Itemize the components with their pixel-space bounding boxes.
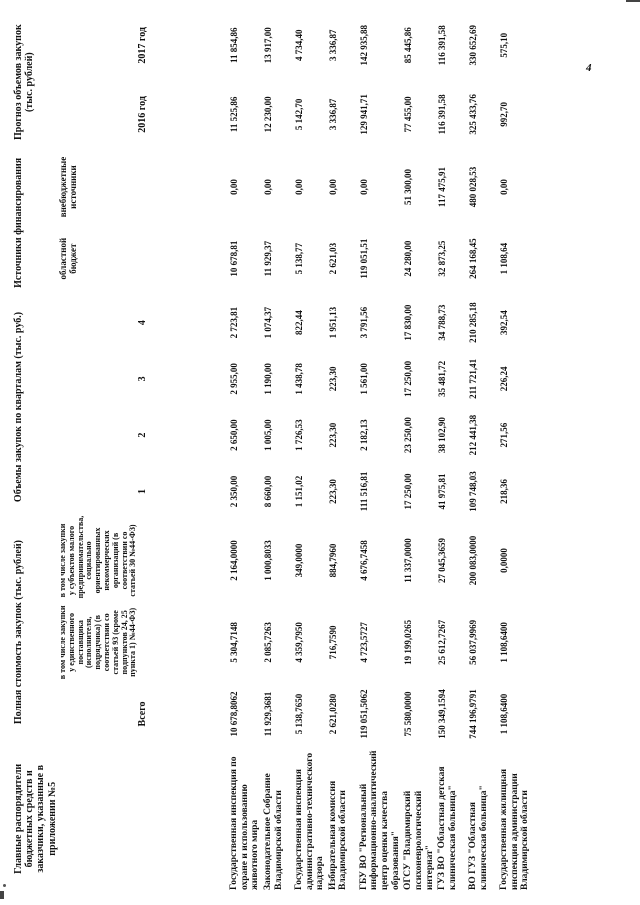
forecast-2017: 3 336,87 <box>327 29 338 62</box>
quarter-2: 2 650,00 <box>229 419 239 451</box>
quarter-2: 1 005,00 <box>262 419 273 451</box>
forecast-2016: 12 230,00 <box>262 96 273 133</box>
single-supplier-cost: 19 199,0265 <box>403 619 414 665</box>
small-business-cost: 27 045,3659 <box>437 537 448 583</box>
customer-name: Законодательное Собрание Владимирской области <box>262 773 284 890</box>
single-supplier-cost: 56 037,9969 <box>468 619 479 665</box>
forecast-2017: 13 917,00 <box>262 27 273 64</box>
total-cost: 5 138,7650 <box>293 693 304 735</box>
customer-name: ГУЗ ВО "Областная детская клиническая больница" <box>437 766 458 890</box>
quarter-4: 392,54 <box>499 310 510 335</box>
forecast-2016: 992,70 <box>499 102 510 127</box>
single-supplier-cost: 25 612,7267 <box>437 619 448 665</box>
regional-budget: 2 621,03 <box>327 242 338 275</box>
header-forecast: Прогноз объемов закупок (тыс. рублей) <box>13 24 36 140</box>
forecast-2017: 85 445,86 <box>403 27 414 64</box>
rotated-table-container <box>12 13 610 893</box>
table-row <box>262 13 293 893</box>
regional-budget: 32 873,25 <box>437 240 448 277</box>
extrabudgetary: 0,00 <box>327 179 338 195</box>
extrabudgetary: 51 300,00 <box>403 169 414 206</box>
table-row <box>293 13 327 893</box>
quarter-3: 2 955,00 <box>229 363 239 395</box>
regional-budget: 24 280,00 <box>403 240 414 277</box>
quarter-1: 41 975,81 <box>437 473 448 510</box>
forecast-2017: 4 734,40 <box>293 29 304 62</box>
quarter-3: 35 481,72 <box>437 360 448 397</box>
total-cost: 10 678,8062 <box>229 691 239 737</box>
quarter-2: 223,30 <box>327 422 338 448</box>
quarter-3: 1 561,00 <box>358 363 369 395</box>
header-full-cost: Полная стоимость закупок (тыс. рублей) <box>13 540 24 725</box>
quarter-1: 17 250,00 <box>403 473 414 510</box>
forecast-2017: 575,10 <box>499 32 510 58</box>
quarter-3: 211 721,41 <box>468 358 479 399</box>
small-business-cost: 0,0000 <box>499 548 510 573</box>
quarter-4: 1 074,37 <box>262 306 273 339</box>
forecast-2016: 3 336,87 <box>327 98 338 131</box>
quarter-4: 17 830,00 <box>403 304 414 341</box>
small-business-cost: 1 000,8033 <box>262 540 273 581</box>
header-extrabudgetary: внебюджетные источники <box>58 156 78 218</box>
scan-edge-mark <box>626 0 640 2</box>
quarter-1: 223,30 <box>327 479 338 504</box>
regional-budget: 11 929,37 <box>262 240 273 277</box>
total-cost: 11 929,3681 <box>262 691 273 737</box>
quarter-2: 271,56 <box>499 422 510 448</box>
forecast-2016: 11 525,86 <box>229 96 239 133</box>
table-row <box>436 13 467 893</box>
quarter-2: 212 441,38 <box>468 414 479 456</box>
table-row <box>467 13 498 893</box>
single-supplier-cost: 1 108,6400 <box>499 622 510 663</box>
header-quarter-2: 2 <box>137 432 149 438</box>
header-funding-sources: Источники финансирования <box>13 157 24 288</box>
header-small-business: в том числе закупки у субъектов малого предпринимательства, социально ориентированных некоммерческих организаций (в соответствии со статьей 30 №44-ФЗ) <box>58 515 138 599</box>
scan-speck <box>3 884 6 887</box>
total-cost: 1 108,6400 <box>499 693 510 735</box>
single-supplier-cost: 2 085,7263 <box>262 622 273 663</box>
total-cost: 744 196,9791 <box>468 689 479 739</box>
forecast-2016: 116 391,58 <box>437 94 448 135</box>
forecast-2017: 330 652,69 <box>468 25 479 66</box>
total-cost: 119 051,5062 <box>358 689 369 739</box>
total-cost: 75 580,0000 <box>403 691 414 737</box>
extrabudgetary: 0,00 <box>358 179 369 195</box>
forecast-2017: 116 391,58 <box>437 25 448 66</box>
forecast-2017: 142 935,88 <box>358 25 369 66</box>
page-number: 4 <box>586 62 592 74</box>
table-row <box>402 13 436 893</box>
customer-name: Государственная инспекция административно-технического надзора <box>293 752 326 890</box>
quarter-3: 226,24 <box>499 366 510 392</box>
quarter-1: 109 748,03 <box>468 471 479 512</box>
quarter-3: 1 438,78 <box>293 363 304 395</box>
customer-name: ГБУ ВО "Региональный информационно-аналитический центр оценки качества образования" <box>358 750 401 890</box>
table-body <box>228 13 532 893</box>
extrabudgetary: 0,00 <box>499 179 510 195</box>
header-quarter-1: 1 <box>137 488 149 494</box>
customer-name: ВО ГУЗ "Областная клиническая больница" <box>468 785 489 890</box>
single-supplier-cost: 5 304,7148 <box>229 622 239 663</box>
extrabudgetary: 480 028,53 <box>468 166 479 208</box>
table-row <box>327 13 358 893</box>
quarter-4: 1 951,13 <box>327 306 338 339</box>
quarter-3: 17 250,00 <box>403 360 414 397</box>
regional-budget: 264 168,45 <box>468 238 479 279</box>
table-row <box>498 13 532 893</box>
header-year-2016: 2016 год <box>137 96 149 133</box>
header-single-supplier: в том числе закупки у единственного поставщика (исполнителя, подрядчика) (в соответствии со статьей 93 (кроме подпунктов 24, 25 пункта 1) №44-ФЗ) <box>58 605 138 680</box>
quarter-2: 38 102,90 <box>437 417 448 454</box>
quarter-2: 2 182,13 <box>358 419 369 451</box>
quarter-1: 8 660,00 <box>262 475 273 508</box>
quarter-4: 210 285,18 <box>468 302 479 343</box>
forecast-2016: 5 142,70 <box>293 98 304 131</box>
single-supplier-cost: 4 723,5727 <box>358 622 369 663</box>
customer-name: Избирательная комиссия Владимирской области <box>327 780 349 890</box>
header-customer: Главные распорядители бюджетных средств и заказчики, указанные в приложении №5 <box>13 763 58 874</box>
table-row <box>358 13 403 893</box>
header-quarter-3: 3 <box>137 376 149 382</box>
table-row <box>228 13 262 893</box>
forecast-2016: 129 941,71 <box>358 94 369 135</box>
regional-budget: 1 108,64 <box>499 242 510 275</box>
small-business-cost: 200 083,0000 <box>468 535 479 586</box>
forecast-2016: 325 433,76 <box>468 94 479 135</box>
header-total: Всего <box>137 701 149 727</box>
header-quarter-4: 4 <box>137 320 149 326</box>
single-supplier-cost: 4 359,7950 <box>293 622 304 663</box>
extrabudgetary: 0,00 <box>262 179 273 195</box>
quarter-1: 218,36 <box>499 479 510 504</box>
quarter-4: 3 791,56 <box>358 306 369 339</box>
quarter-4: 34 788,73 <box>437 304 448 341</box>
quarter-1: 111 516,81 <box>358 471 369 512</box>
small-business-cost: 884,7960 <box>327 543 338 578</box>
quarter-4: 2 723,81 <box>229 306 239 339</box>
extrabudgetary: 0,00 <box>293 179 304 195</box>
quarter-2: 1 726,53 <box>293 419 304 451</box>
total-cost: 150 349,1594 <box>437 689 448 739</box>
extrabudgetary: 117 475,91 <box>437 167 448 208</box>
scan-edge-mark <box>0 891 4 899</box>
forecast-2016: 77 455,00 <box>403 96 414 133</box>
extrabudgetary: 0,00 <box>229 179 239 195</box>
quarter-3: 223,30 <box>327 366 338 392</box>
header-regional-budget: областной бюджет <box>58 237 78 280</box>
procurement-table <box>12 13 532 893</box>
total-cost: 2 621,0280 <box>327 693 338 735</box>
regional-budget: 10 678,81 <box>229 240 239 277</box>
forecast-2017: 11 854,86 <box>229 27 239 64</box>
small-business-cost: 2 164,0000 <box>229 540 239 581</box>
small-business-cost: 11 337,0000 <box>403 538 414 583</box>
regional-budget: 119 051,51 <box>358 238 369 279</box>
small-business-cost: 349,0000 <box>293 543 304 578</box>
quarter-4: 822,44 <box>293 310 304 335</box>
customer-name: Государственная инспекция по охране и использованию животного мира <box>229 756 261 890</box>
quarter-2: 23 250,00 <box>403 417 414 454</box>
header-year-2017: 2017 год <box>137 27 149 64</box>
customer-name: Государственная жилищная инспекция администрации Владимирской области <box>499 768 531 890</box>
header-quarterly-volumes: Объемы закупок по кварталам (тыс. руб.) <box>13 311 24 503</box>
quarter-1: 2 350,00 <box>229 475 239 508</box>
quarter-3: 1 190,00 <box>262 363 273 395</box>
small-business-cost: 4 676,7458 <box>358 540 369 581</box>
single-supplier-cost: 716,7590 <box>327 625 338 660</box>
quarter-1: 1 151,02 <box>293 475 304 508</box>
customer-name: ОГСУ "Владимирский психоневрологический интернат" <box>403 790 435 890</box>
regional-budget: 5 138,77 <box>293 242 304 275</box>
